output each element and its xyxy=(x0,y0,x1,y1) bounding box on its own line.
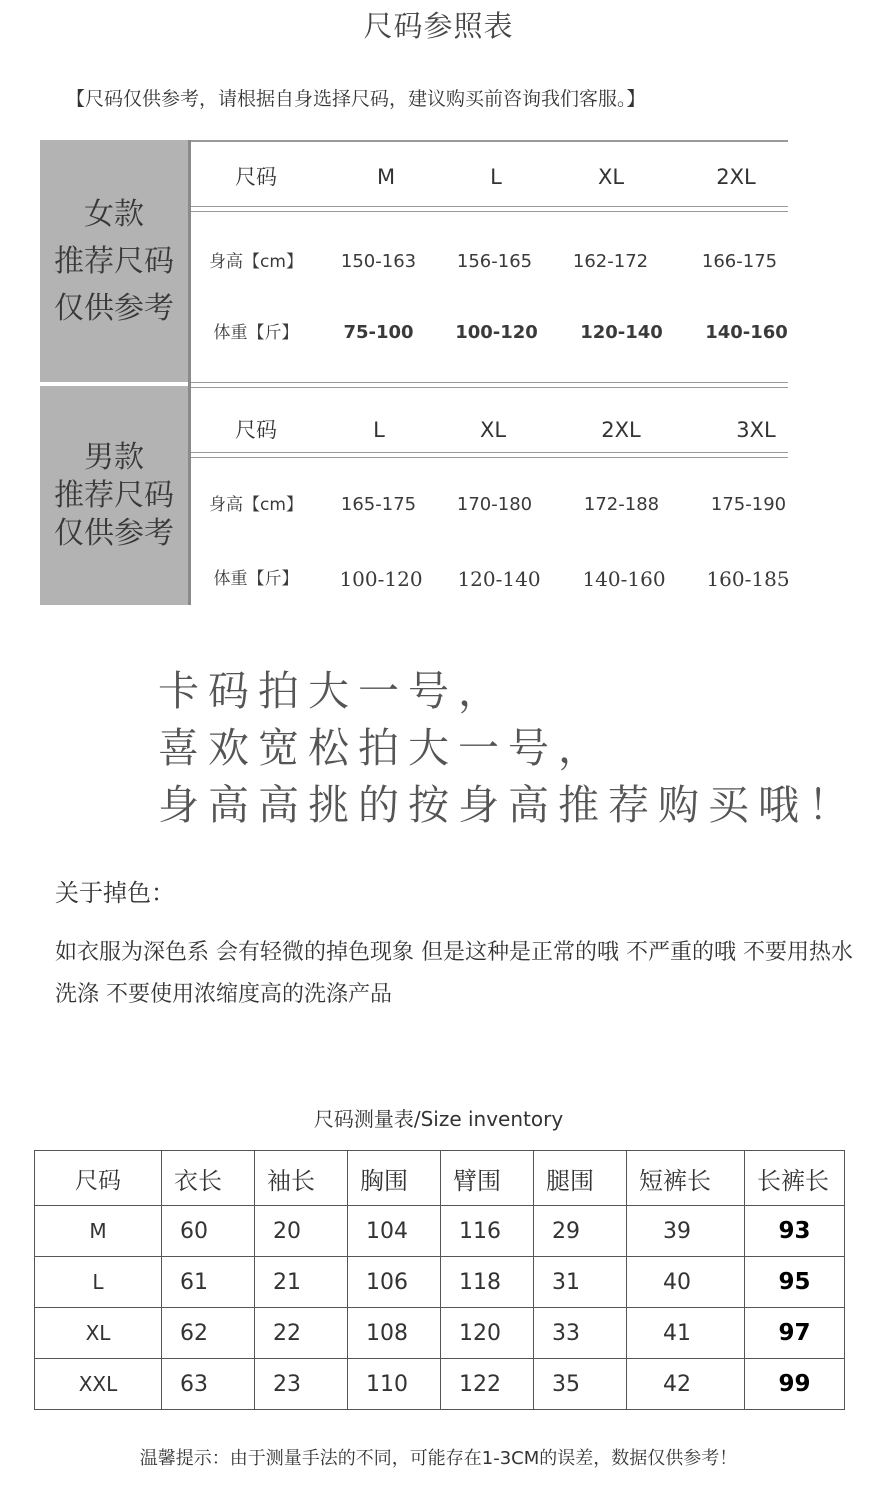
men-side-line: 仅供参考 xyxy=(54,515,174,551)
header-cell: L xyxy=(490,165,502,189)
value-cell: 120-140 xyxy=(580,322,663,343)
value-cell: 39 xyxy=(627,1206,745,1257)
fading-heading: 关于掉色： xyxy=(55,879,175,907)
slogan-line: 喜欢宽松拍大一号， xyxy=(158,724,608,772)
header-cell: 尺码 xyxy=(235,418,277,442)
header-cell: XL xyxy=(597,165,625,189)
slogan-line: 身高高挑的按身高推荐购买哦！ xyxy=(158,781,858,829)
men-side-line: 男款 xyxy=(84,439,144,475)
header-cell: 2XL xyxy=(716,165,756,189)
header-cell: 2XL xyxy=(601,418,641,442)
value-cell: 122 xyxy=(441,1359,534,1410)
value-cell: 100-120 xyxy=(339,567,423,591)
header-cell: 短裤长 xyxy=(627,1151,745,1206)
value-cell: 42 xyxy=(627,1359,745,1410)
value-cell: 104 xyxy=(348,1206,441,1257)
measure-table-title: 尺码测量表/Size inventory xyxy=(313,1107,564,1131)
table-rule xyxy=(191,206,788,207)
women-header-row xyxy=(191,157,788,197)
measure-header-row xyxy=(35,1151,845,1206)
value-cell: 140-160 xyxy=(705,322,788,343)
value-cell: 175-190 xyxy=(710,494,787,515)
value-cell: 106 xyxy=(348,1257,441,1308)
header-cell: 长裤长 xyxy=(745,1151,845,1206)
women-weight-row xyxy=(191,313,788,353)
women-side-line: 女款 xyxy=(84,196,144,232)
value-cell: 120-140 xyxy=(457,567,541,591)
row-label: 身高【cm】 xyxy=(209,252,303,272)
women-height-row xyxy=(191,242,788,282)
value-cell: 156-165 xyxy=(456,251,533,272)
men-height-row xyxy=(191,485,788,525)
header-cell: 尺码 xyxy=(235,165,277,189)
value-cell: 95 xyxy=(745,1257,845,1308)
page-title: 尺码参照表 xyxy=(363,9,514,43)
value-cell: 20 xyxy=(255,1206,348,1257)
fading-text: 如衣服为深色系 会有轻微的掉色现象 但是这种是正常的哦 不严重的哦 不要用热水洗涤 不要使用浓缩度高的洗涤产品 xyxy=(55,940,853,1007)
recommendation-table xyxy=(40,140,788,605)
value-cell: 166-175 xyxy=(701,251,778,272)
value-cell: 99 xyxy=(745,1359,845,1410)
row-label: 身高【cm】 xyxy=(209,495,303,515)
measure-table xyxy=(34,1150,845,1410)
value-cell: 97 xyxy=(745,1308,845,1359)
table-divider xyxy=(188,140,191,605)
table-row xyxy=(35,1206,845,1257)
value-cell: 150-163 xyxy=(340,251,417,272)
header-cell: 衣长 xyxy=(162,1151,255,1206)
table-row xyxy=(35,1359,845,1410)
value-cell: 61 xyxy=(162,1257,255,1308)
value-cell: 31 xyxy=(534,1257,627,1308)
value-cell: 170-180 xyxy=(456,494,533,515)
header-cell: 3XL xyxy=(736,418,776,442)
women-side-line: 推荐尺码 xyxy=(54,243,174,279)
header-cell: 尺码 xyxy=(35,1151,162,1206)
row-label: 体重【斤】 xyxy=(213,323,299,343)
header-cell: M xyxy=(376,165,396,189)
men-weight-row xyxy=(191,559,788,599)
value-cell: 93 xyxy=(745,1206,845,1257)
value-cell: 40 xyxy=(627,1257,745,1308)
value-cell: 41 xyxy=(627,1308,745,1359)
value-cell: 140-160 xyxy=(582,567,666,591)
value-cell: 162-172 xyxy=(572,251,649,272)
value-cell: 62 xyxy=(162,1308,255,1359)
value-cell: 108 xyxy=(348,1308,441,1359)
size-cell: XXL xyxy=(35,1359,162,1410)
value-cell: 110 xyxy=(348,1359,441,1410)
size-cell: XL xyxy=(35,1308,162,1359)
value-cell: 22 xyxy=(255,1308,348,1359)
header-cell: 胸围 xyxy=(348,1151,441,1206)
value-cell: 116 xyxy=(441,1206,534,1257)
men-header-row xyxy=(191,410,788,450)
table-row xyxy=(35,1257,845,1308)
value-cell: 21 xyxy=(255,1257,348,1308)
value-cell: 165-175 xyxy=(340,494,417,515)
men-side-label xyxy=(40,386,188,605)
size-cell: M xyxy=(35,1206,162,1257)
value-cell: 160-185 xyxy=(706,567,790,591)
header-cell: 腿围 xyxy=(534,1151,627,1206)
value-cell: 120 xyxy=(441,1308,534,1359)
value-cell: 172-188 xyxy=(583,494,660,515)
value-cell: 60 xyxy=(162,1206,255,1257)
table-row xyxy=(35,1308,845,1359)
value-cell: 118 xyxy=(441,1257,534,1308)
header-cell: XL xyxy=(479,418,507,442)
women-side-label xyxy=(40,140,188,382)
table-rule xyxy=(191,140,788,142)
value-cell: 63 xyxy=(162,1359,255,1410)
table-rule xyxy=(191,452,788,453)
header-cell: L xyxy=(373,418,385,442)
reference-note: 【尺码仅供参考，请根据自身选择尺码，建议购买前咨询我们客服。】 xyxy=(66,88,646,110)
value-cell: 23 xyxy=(255,1359,348,1410)
warm-tip: 温馨提示：由于测量手法的不同，可能存在1-3CM的误差，数据仅供参考！ xyxy=(139,1448,738,1469)
value-cell: 75-100 xyxy=(343,322,414,343)
header-cell: 袖长 xyxy=(255,1151,348,1206)
men-side-line: 推荐尺码 xyxy=(54,477,174,513)
value-cell: 33 xyxy=(534,1308,627,1359)
value-cell: 29 xyxy=(534,1206,627,1257)
size-cell: L xyxy=(35,1257,162,1308)
header-cell: 臂围 xyxy=(441,1151,534,1206)
value-cell: 35 xyxy=(534,1359,627,1410)
slogan-line: 卡码拍大一号， xyxy=(158,667,508,715)
row-label: 体重【斤】 xyxy=(213,569,299,589)
women-side-line: 仅供参考 xyxy=(54,290,174,326)
value-cell: 100-120 xyxy=(455,322,538,343)
table-rule xyxy=(191,382,788,383)
